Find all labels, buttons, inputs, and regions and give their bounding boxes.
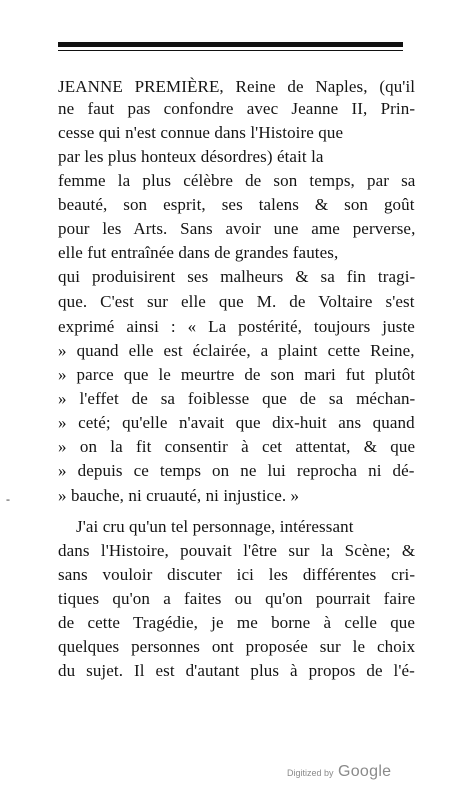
header-rule-thick <box>58 42 403 47</box>
text-line: cesse qui n'est connue dans l'Histoire que <box>58 123 344 142</box>
text-line: beauté, son esprit, ses talens & son goût <box>58 195 415 214</box>
text-line: dans l'Histoire, pouvait l'être sur la Scène; & <box>58 541 416 560</box>
text-line: ne faut pas confondre avec Jeanne II, Prin- <box>58 99 416 118</box>
text-line: » on la fit consentir à cet attentat, & que <box>58 437 416 456</box>
text-line: par les plus honteux désordres) était la <box>58 147 324 166</box>
header-rule-thin <box>58 50 403 51</box>
text-line: que. C'est sur elle que M. de Voltaire s'est <box>58 292 415 311</box>
text-line: » parce que le meurtre de son mari fut plutôt <box>58 365 416 384</box>
text-line: » depuis ce temps on ne lui reprocha ni dé- <box>58 461 415 480</box>
digitization-watermark <box>287 763 391 781</box>
text-line: » quand elle est éclairée, a plaint cette Reine, <box>58 341 415 360</box>
text-line: de cette Tragédie, je me borne à celle que <box>58 613 416 632</box>
google-logo-text: Google <box>337 763 392 780</box>
text-line: tiques qu'on a faites ou qu'on pourrait faire <box>58 589 416 608</box>
text-line: pour les Arts. Sans avoir une ame perverse, <box>58 219 416 238</box>
text-line: » ceté; qu'elle n'avait que dix-huit ans quand <box>58 413 415 432</box>
text-line: femme la plus célèbre de son temps, par sa <box>58 171 416 190</box>
text-line: du sujet. Il est d'autant plus à propos de l'é- <box>58 661 415 680</box>
margin-mark: - <box>6 492 10 506</box>
text-line: qui produisirent ses malheurs & sa fin tragi- <box>58 267 416 286</box>
text-line: sans vouloir discuter ici les différentes cri- <box>58 565 416 584</box>
text-line: JEANNE PREMIÈRE, Reine de Naples, (qu'il <box>58 77 416 96</box>
text-line: quelques personnes ont proposée sur le choix <box>58 637 416 656</box>
text-line: exprimé ainsi : « La postérité, toujours juste <box>58 317 415 336</box>
text-line: » l'effet de sa foiblesse que de sa méchan- <box>58 389 416 408</box>
text-line: J'ai cru qu'un tel personnage, intéressant <box>76 517 354 536</box>
text-line: » bauche, ni cruauté, ni injustice. » <box>58 486 300 505</box>
digitized-by-label: Digitized by <box>287 768 334 778</box>
text-line: elle fut entraînée dans de grandes fautes, <box>58 243 339 262</box>
